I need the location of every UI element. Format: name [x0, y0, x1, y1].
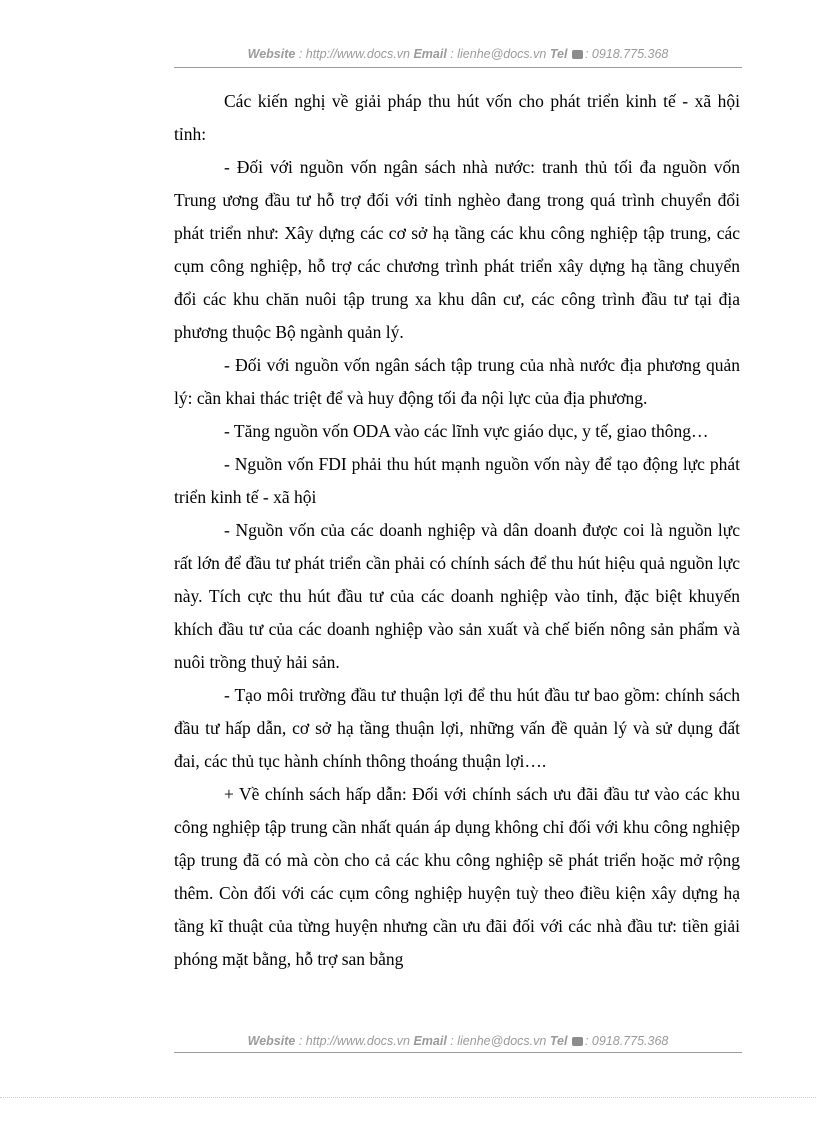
header-divider	[174, 67, 742, 68]
header-tel-label: Tel	[549, 47, 568, 61]
paragraph-investment-environment: - Tạo môi trường đầu tư thuận lợi để thu hút đầu tư bao gồm: chính sách đầu tư hấp dẫn, cơ sở hạ tầng thuận lợi, những vấn đề quản lý và sử dụng đất đai, các thủ tục hành chính thông thoáng thuận lợi….	[174, 685, 740, 771]
document-body	[174, 85, 740, 976]
header-tel-number: : 0918.775.368	[584, 47, 669, 61]
footer-email-address[interactable]: : lienhe@docs.vn	[446, 1034, 550, 1048]
footer-website-label: Website	[247, 1034, 296, 1048]
phone-icon	[572, 1037, 583, 1046]
page-header	[174, 47, 742, 61]
paragraph-attractive-policy: + Về chính sách hấp dẫn: Đối với chính sách ưu đãi đầu tư vào các khu công nghiệp tập trung cần nhất quán áp dụng không chỉ đối với khu công nghiệp tập trung đã có mà còn cho cả các khu công nghiệp sẽ phát triển hoặc mở rộng thêm. Còn đối với các cụm công nghiệp huyện tuỳ theo điều kiện xây dựng hạ tầng kĩ thuật của từng huyện nhưng cần ưu đãi đối với các nhà đầu tư: tiền giải phóng mặt bằng, hỗ trợ san bằng	[174, 784, 740, 969]
page-edge-dotted-line	[0, 1097, 816, 1098]
header-website-label: Website	[247, 47, 296, 61]
phone-icon	[572, 50, 583, 59]
header-email-address[interactable]: : lienhe@docs.vn	[446, 47, 550, 61]
paragraph-oda: - Tăng nguồn vốn ODA vào các lĩnh vực giáo dục, y tế, giao thông…	[224, 421, 709, 441]
footer-website-url[interactable]: : http://www.docs.vn	[295, 1034, 414, 1048]
paragraph-intro: Các kiến nghị về giải pháp thu hút vốn cho phát triển kinh tế - xã hội tỉnh:	[174, 91, 740, 144]
paragraph-state-budget: - Đối với nguồn vốn ngân sách nhà nước: tranh thủ tối đa nguồn vốn Trung ương đầu tư hỗ trợ đối với tỉnh nghèo đang trong quá trình chuyển đổi phát triển như: Xây dựng các cơ sở hạ tầng các khu công nghiệp tập trung, các cụm công nghiệp, hỗ trợ các chương trình phát triển xây dựng hạ tầng chuyển đổi các khu chăn nuôi tập trung xa khu dân cư, các công trình đầu tư tại địa phương thuộc Bộ ngành quản lý.	[174, 157, 740, 342]
header-email-label: Email	[413, 47, 447, 61]
paragraph-local-budget: - Đối với nguồn vốn ngân sách tập trung của nhà nước địa phương quản lý: cần khai thác triệt để và huy động tối đa nội lực của địa phương.	[174, 355, 740, 408]
page-footer	[174, 1034, 742, 1048]
paragraph-fdi: - Nguồn vốn FDI phải thu hút mạnh nguồn vốn này để tạo động lực phát triển kinh tế - xã hội	[174, 454, 740, 507]
footer-tel-label: Tel	[549, 1034, 568, 1048]
footer-email-label: Email	[413, 1034, 447, 1048]
footer-divider	[174, 1052, 742, 1053]
footer-tel-number: : 0918.775.368	[584, 1034, 669, 1048]
paragraph-enterprise-capital: - Nguồn vốn của các doanh nghiệp và dân doanh được coi là nguồn lực rất lớn để đầu tư phát triển cần phải có chính sách để thu hút hiệu quả nguồn lực này. Tích cực thu hút đầu tư của các doanh nghiệp vào tỉnh, đặc biệt khuyến khích đầu tư của các doanh nghiệp vào sản xuất và chế biến nông sản phẩm và nuôi trồng thuỷ hải sản.	[174, 520, 740, 672]
header-website-url[interactable]: : http://www.docs.vn	[295, 47, 414, 61]
